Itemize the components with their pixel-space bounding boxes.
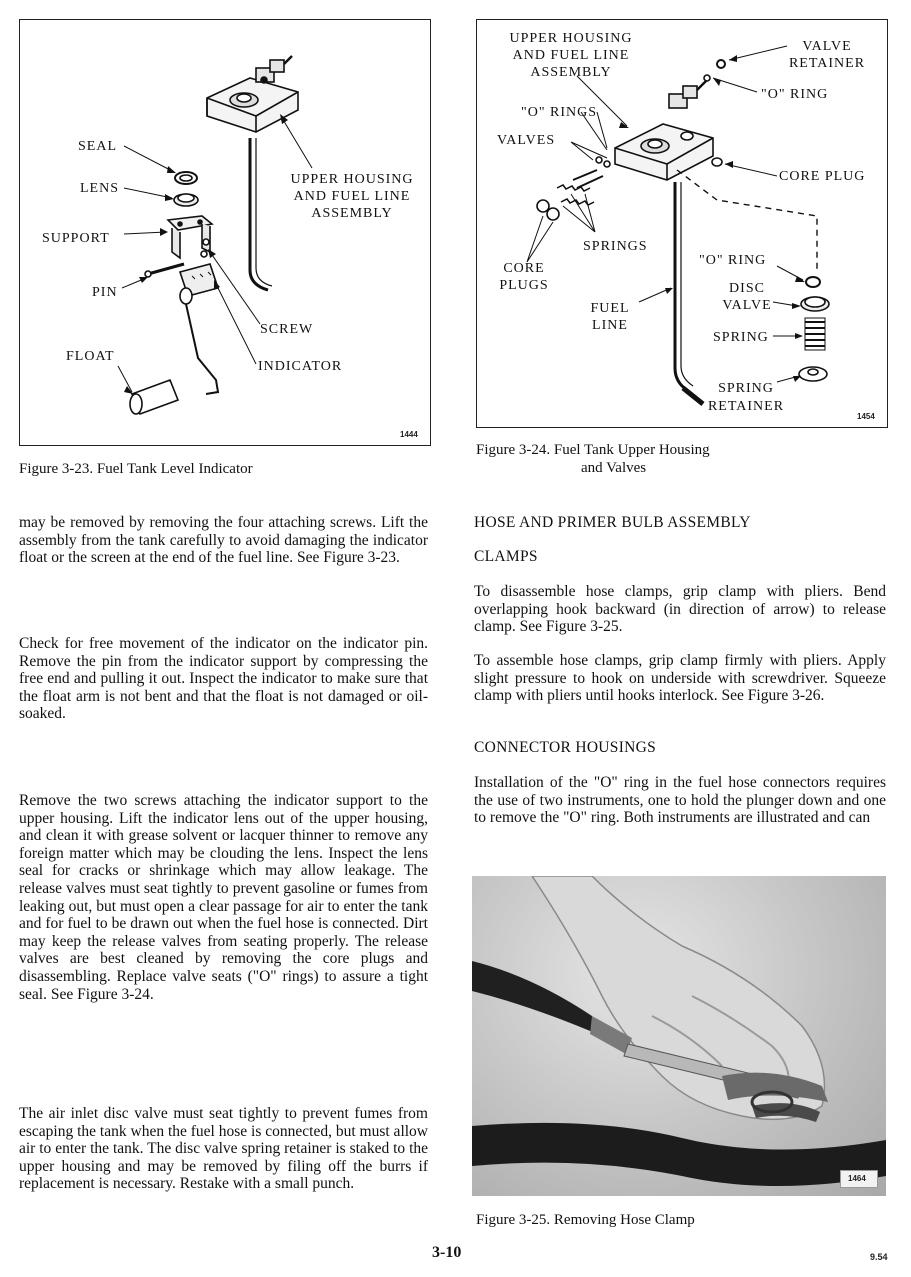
figure-3-24	[476, 19, 888, 428]
disc-valve-label-line2: VALVE	[722, 298, 772, 313]
seal-label: SEAL	[78, 139, 117, 154]
o-rings-label: "O" RINGS	[521, 105, 598, 120]
o-ring-mid-label: "O" RING	[699, 253, 767, 268]
right-paragraph-2: To assemble hose clamps, grip clamp firmly with pliers. Apply slight pressure to hook on underside with screwdriver. Squeeze clamp with pliers until hooks interlock. See Figure 3-26.	[474, 652, 886, 705]
heading-hose-primer-bulb: HOSE AND PRIMER BULB ASSEMBLY	[474, 514, 751, 531]
upper-housing-and-valves-drawing	[477, 20, 887, 427]
figure-3-24-caption-line1: Figure 3-24. Fuel Tank Upper Housing	[476, 442, 710, 458]
indicator-label: INDICATOR	[258, 359, 343, 374]
upper-housing-label-line3: ASSEMBLY	[530, 65, 612, 80]
figure-3-25-caption: Figure 3-25. Removing Hose Clamp	[476, 1212, 695, 1228]
spring-label: SPRING	[713, 330, 769, 345]
core-plugs-label-line1: CORE	[503, 261, 545, 276]
springs-label: SPRINGS	[583, 239, 648, 254]
lens-label: LENS	[80, 181, 119, 196]
left-paragraph-3: Remove the two screws attaching the indicator support to the upper housing. Lift the indicator lens out of the upper housing, and clean it with grease solvent or lacquer thinner to remove any foreign matter which may be clouding the lens. Inspect the lens seal for cracks or shrinkage which may allow leakage. The release valves must seat tightly to prevent gasoline or fumes from leaking out, but must open a clear passage for air to enter the tank and for fuel to be drawn out when the fuel hose is connected. Dirt may keep the release valves from seating properly. The release valves are best cleaned by removing the core plugs and disassembling. Replace valve seats ("O" rings) to assure a tight seal. See Figure 3-24.	[19, 792, 428, 1003]
figure-number: 1454	[857, 412, 875, 421]
upper-housing-label-line1: UPPER HOUSING	[290, 172, 414, 187]
figure-number: 1464	[848, 1174, 866, 1183]
disc-valve-label-line1: DISC	[729, 281, 765, 296]
valve-retainer-label-line1: VALVE	[802, 39, 852, 54]
upper-housing-label-line2: AND FUEL LINE	[293, 189, 411, 204]
figure-3-23-caption: Figure 3-23. Fuel Tank Level Indicator	[19, 461, 253, 477]
left-paragraph-2: Check for free movement of the indicator on the indicator pin. Remove the pin from the indicator support by compressing the free end and pulling it out. Inspect the indicator to make sure that the float arm is not bent and that the float is not damaged or oil-soaked.	[19, 635, 428, 723]
core-plugs-label-line2: PLUGS	[499, 278, 549, 293]
fuel-line-label-line1: FUEL	[590, 301, 630, 316]
upper-housing-label-line2: AND FUEL LINE	[512, 48, 630, 63]
upper-housing-label-line1: UPPER HOUSING	[509, 31, 633, 46]
spring-retainer-label-line1: SPRING	[718, 381, 774, 396]
valve-retainer-label-line2: RETAINER	[788, 56, 866, 71]
core-plug-label: CORE PLUG	[779, 169, 866, 184]
pin-label: PIN	[92, 285, 118, 300]
spring-retainer-label-line2: RETAINER	[707, 399, 785, 414]
o-ring-top-label: "O" RING	[761, 87, 829, 102]
valves-label: VALVES	[497, 133, 556, 148]
float-label: FLOAT	[66, 349, 115, 364]
figure-number-tag	[840, 1170, 878, 1188]
hose-clamp-photo-drawing	[472, 876, 886, 1196]
left-paragraph-4: The air inlet disc valve must seat tightly to prevent fumes from escaping the tank when the fuel hose is connected, but must allow air to enter the tank. The disc valve spring retainer is staked to the upper housing and may be removed by filing off the burrs if replacement is necessary. Restake with a small punch.	[19, 1105, 428, 1193]
screw-label: SCREW	[260, 322, 314, 337]
support-label: SUPPORT	[42, 231, 110, 246]
page-number: 3-10	[432, 1244, 462, 1261]
figure-number: 1444	[400, 430, 418, 439]
right-paragraph-1: To disassemble hose clamps, grip clamp with pliers. Bend overlapping hook backward (in direction of arrow) to release clamp. See Figure 3-25.	[474, 583, 886, 636]
left-paragraph-1: may be removed by removing the four attaching screws. Lift the assembly from the tank carefully to avoid damaging the indicator float or the screen at the end of the fuel line. See Figure 3-23.	[19, 514, 428, 567]
figure-3-24-caption-line2: and Valves	[581, 460, 647, 476]
heading-connector-housings: CONNECTOR HOUSINGS	[474, 739, 657, 756]
fuel-line-label-line2: LINE	[592, 318, 628, 333]
heading-clamps: CLAMPS	[474, 548, 538, 565]
figure-3-25-photo	[472, 876, 886, 1196]
revision-code: 9.54	[870, 1252, 888, 1262]
upper-housing-label-line3: ASSEMBLY	[311, 206, 393, 221]
right-paragraph-3: Installation of the "O" ring in the fuel hose connectors requires the use of two instruments, one to hold the plunger down and one to remove the "O" ring. Both instruments are illustrated and can	[474, 774, 886, 827]
figure-3-23	[19, 19, 431, 446]
